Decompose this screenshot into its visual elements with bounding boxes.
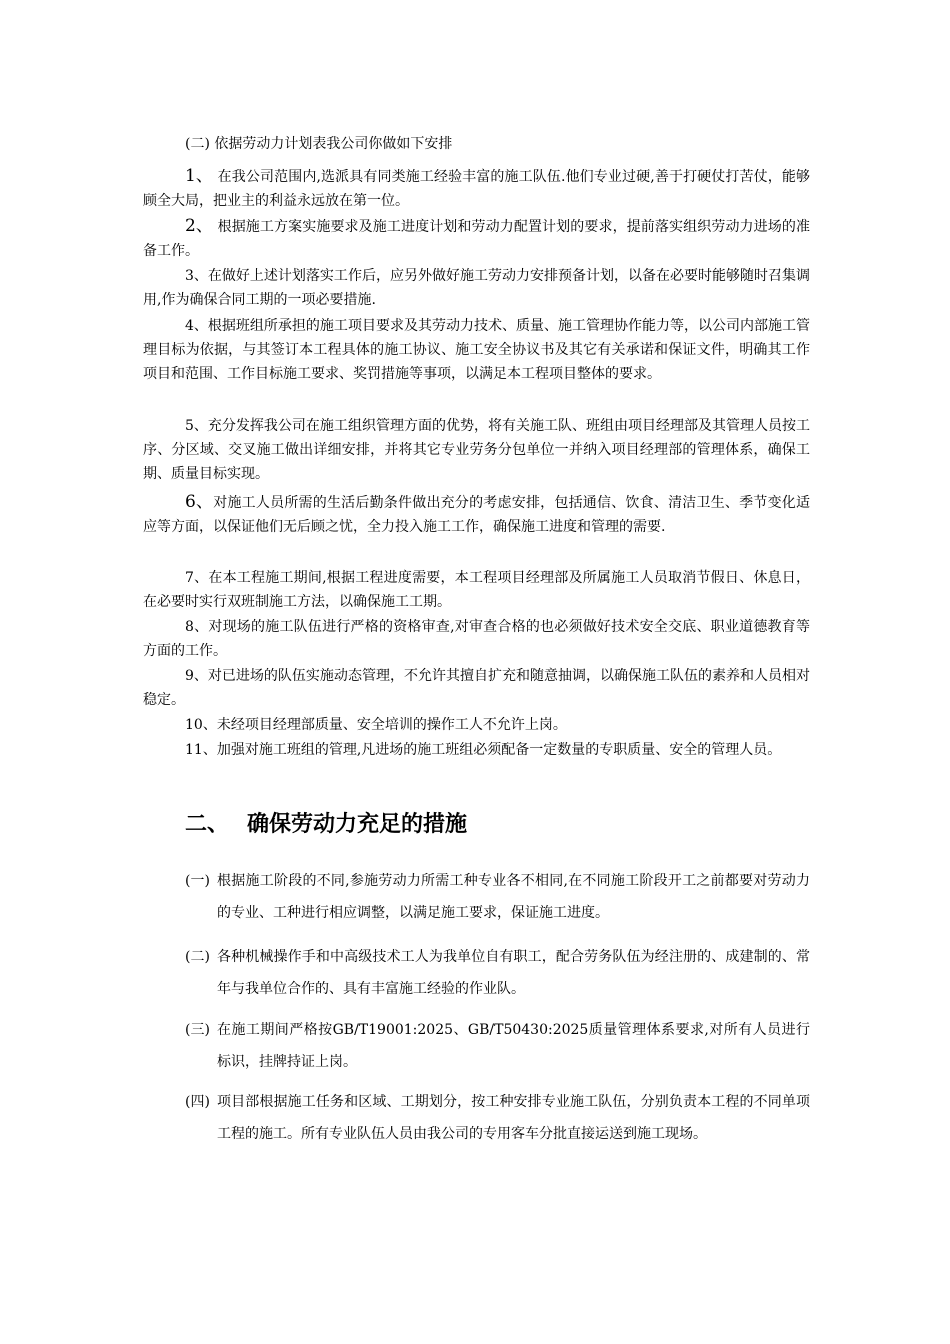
paragraph-number: 11、 bbox=[185, 742, 217, 758]
list-item-2 bbox=[185, 941, 810, 1005]
paragraph-text: 在本工程施工期间,根据工程进度需要，本工程项目经理部及所属施工人员取消节假日、休息日，在必要时实行双班制施工方法，以确保施工工期。 bbox=[143, 570, 810, 610]
list-item-marker: (一) bbox=[185, 873, 210, 889]
paragraph-text: 对现场的施工队伍进行严格的资格审查,对审查合格的也必须做好技术安全交底、职业道德教育等方面的工作。 bbox=[143, 619, 810, 659]
paragraph-text: 根据施工方案实施要求及施工进度计划和劳动力配置计划的要求，提前落实组织劳动力进场的准备工作。 bbox=[143, 219, 810, 259]
list-item-3 bbox=[185, 1014, 810, 1078]
section-title-text: 确保劳动力充足的措施 bbox=[247, 812, 468, 837]
paragraph-number: 4、 bbox=[185, 318, 208, 334]
paragraph-5 bbox=[143, 414, 810, 486]
paragraph-number: 5、 bbox=[185, 418, 208, 434]
paragraph-9 bbox=[143, 664, 810, 712]
list-item-marker: (三) bbox=[185, 1022, 210, 1038]
paragraph-3 bbox=[143, 264, 810, 312]
section-number: 二、 bbox=[185, 812, 230, 837]
paragraph-number: 1、 bbox=[185, 166, 214, 186]
paragraph-text: 根据班组所承担的施工项目要求及其劳动力技术、质量、施工管理协作能力等，以公司内部施工管理目标为依据，与其签订本工程具体的施工协议、施工安全协议书及其它有关承诺和保证文件，明确其工作项目和范围、工作目标施工要求、奖罚措施等事项，以满足本工程项目整体的要求。 bbox=[143, 318, 810, 382]
paragraph-6 bbox=[143, 490, 810, 539]
paragraph-number: 2、 bbox=[185, 216, 214, 236]
paragraph-1 bbox=[143, 164, 810, 213]
list-item-marker: (四) bbox=[185, 1094, 210, 1110]
paragraph-text: 对已进场的队伍实施动态管理，不允许其擅自扩充和随意抽调，以确保施工队伍的素养和人员相对稳定。 bbox=[143, 668, 810, 708]
list-item-text: 各种机械操作手和中高级技术工人为我单位自有职工，配合劳务队伍为经注册的、成建制的、常年与我单位合作的、具有丰富施工经验的作业队。 bbox=[217, 949, 810, 997]
paragraph-number: 9、 bbox=[185, 668, 208, 684]
paragraph-text: 充分发挥我公司在施工组织管理方面的优势，将有关施工队、班组由项目经理部及其管理人员按工序、分区域、交叉施工做出详细安排，并将其它专业劳务分包单位一并纳入项目经理部的管理体系，确保工期、质量目标实现。 bbox=[143, 418, 810, 482]
list-item-marker: (二) bbox=[185, 949, 210, 965]
paragraph-7 bbox=[143, 566, 810, 614]
paragraph-number: 3、 bbox=[185, 268, 208, 284]
list-item-4 bbox=[185, 1086, 810, 1150]
paragraph-text: 在我公司范围内,选派具有同类施工经验丰富的施工队伍.他们专业过硬,善于打硬仗打苦仗，能够顾全大局，把业主的利益永远放在第一位。 bbox=[143, 169, 810, 209]
paragraph-text: 加强对施工班组的管理,凡进场的施工班组必须配备一定数量的专职质量、安全的管理人员。 bbox=[216, 742, 782, 758]
list-item-text: 项目部根据施工任务和区域、工期划分，按工种安排专业施工队伍，分别负责本工程的不同单项工程的施工。所有专业队伍人员由我公司的专用客车分批直接运送到施工现场。 bbox=[217, 1094, 810, 1142]
paragraph-text: 未经项目经理部质量、安全培训的操作工人不允许上岗。 bbox=[216, 717, 567, 733]
paragraph-4 bbox=[143, 314, 810, 386]
paragraph-11 bbox=[143, 738, 810, 762]
paragraph-10 bbox=[143, 713, 810, 737]
sub-heading: (二) 依据劳动力计划表我公司你做如下安排 bbox=[185, 136, 453, 152]
paragraph-number: 10、 bbox=[185, 717, 217, 733]
paragraph-number: 7、 bbox=[185, 570, 209, 586]
paragraph-number: 6、 bbox=[185, 492, 214, 512]
list-item-text: 在施工期间严格按GB/T19001:2025、GB/T50430:2025质量管理体系要求,对所有人员进行标识，挂牌持证上岗。 bbox=[217, 1022, 810, 1070]
paragraph-text: 在做好上述计划落实工作后，应另外做好施工劳动力安排预备计划，以备在必要时能够随时召集调用,作为确保合同工期的一项必要措施. bbox=[143, 268, 810, 308]
list-item-text: 根据施工阶段的不同,参施劳动力所需工种专业各不相同,在不同施工阶段开工之前都要对劳动力的专业、工种进行相应调整，以满足施工要求，保证施工进度。 bbox=[217, 873, 810, 921]
section-title bbox=[185, 809, 467, 841]
paragraph-8 bbox=[143, 615, 810, 663]
paragraph-number: 8、 bbox=[185, 619, 209, 635]
paragraph-2 bbox=[143, 214, 810, 263]
list-item-1 bbox=[185, 865, 810, 929]
paragraph-text: 对施工人员所需的生活后勤条件做出充分的考虑安排，包括通信、饮食、清洁卫生、季节变化适应等方面，以保证他们无后顾之忧，全力投入施工工作，确保施工进度和管理的需要. bbox=[143, 495, 810, 535]
